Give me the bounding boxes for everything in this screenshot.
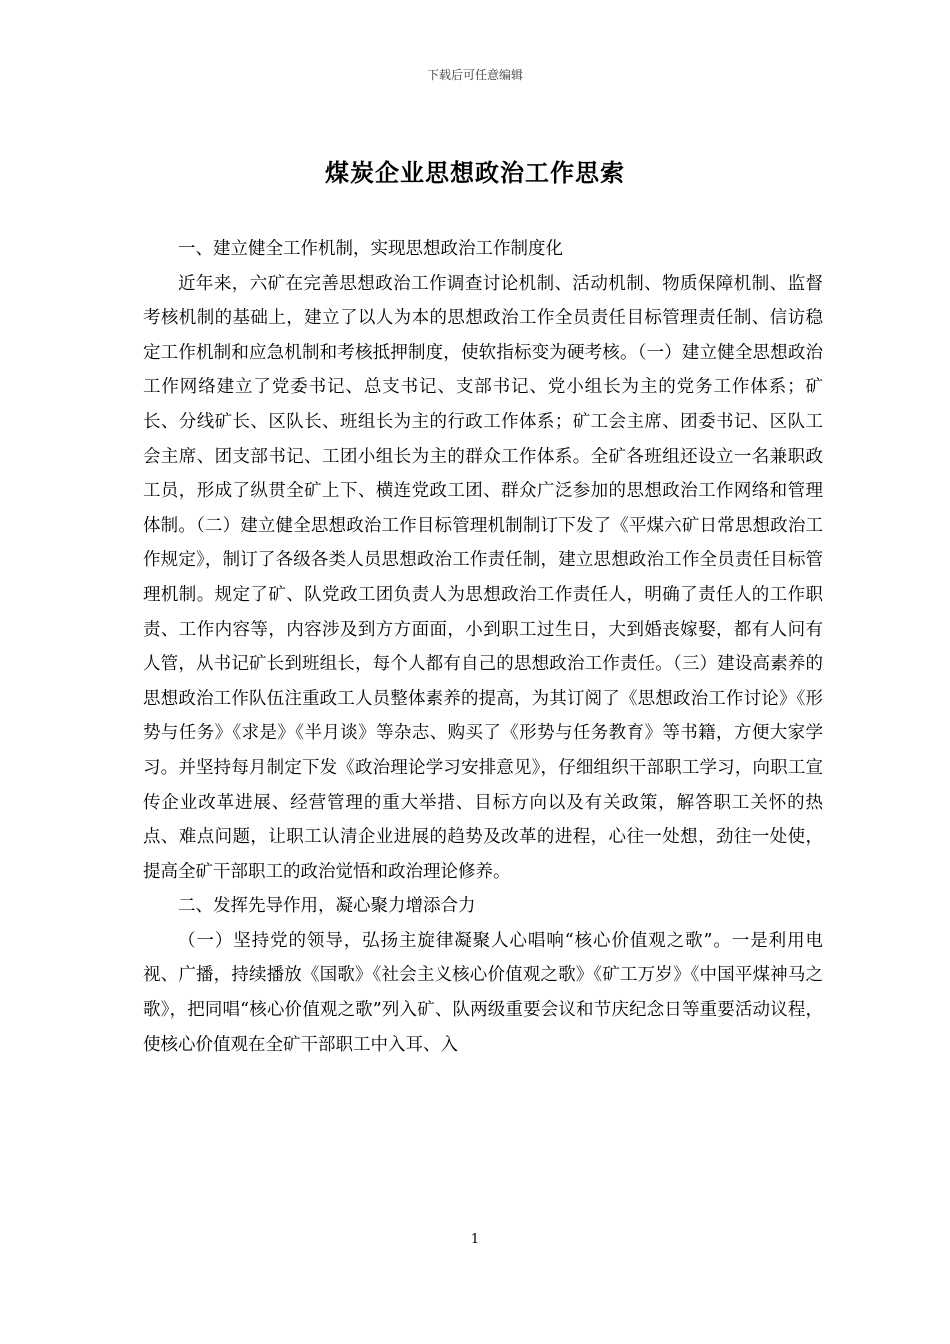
section-heading-2: 二、发挥先导作用，凝心聚力增添合力 xyxy=(178,896,476,917)
document-body xyxy=(143,232,823,1062)
section-heading-1: 一、建立健全工作机制，实现思想政治工作制度化 xyxy=(178,239,563,259)
paragraph: 近年来，六矿在完善思想政治工作调查讨论机制、活动机制、物质保障机制、监督考核机制的基础上，建立了以人为本的思想政治工作全员责任目标管理责任制、信访稳定工作机制和应急机制和考核抵押制度，使软指标变为硬考核。（一）建立健全思想政治工作网络建立了党委书记、总支书记、支部书记、党小组长为主的党务工作体系；矿长、分线矿长、区队长、班组长为主的行政工作体系；矿工会主席、团委书记、区队工会主席、团支部书记、工团小组长为主的群众工作体系。全矿各班组还设立一名兼职政工员，形成了纵贯全矿上下、横连党政工团、群众广泛参加的思想政治工作网络和管理体制。（二）建立健全思想政治工作目标管理机制制订下发了《平煤六矿日常思想政治工作规定》，制订了各级各类人员思想政治工作责任制，建立思想政治工作全员责任目标管理机制。规定了矿、队党政工团负责人为思想政治工作责任人，明确了责任人的工作职责、工作内容等，内容涉及到方方面面，小到职工过生日，大到婚丧嫁娶，都有人问有人管，从书记矿长到班组长，每个人都有自己的思想政治工作责任。（三）建设高素养的思想政治工作队伍注重政工人员整体素养的提高，为其订阅了《思想政治工作讨论》《形势与任务》《求是》《半月谈》等杂志、购买了《形势与任务教育》等书籍，方便大家学习。并坚持每月制定下发《政治理论学习安排意见》，仔细组织干部职工学习，向职工宣传企业改革进展、经营管理的重大举措、目标方向以及有关政策，解答职工关怀的热点、难点问题，让职工认清企业进展的趋势及改革的进程，心往一处想，劲往一处使，提高全矿干部职工的政治觉悟和政治理论修养。 xyxy=(143,273,823,882)
document-title: 煤炭企业思想政治工作思索 xyxy=(325,158,625,187)
page-number: 1 xyxy=(470,1232,480,1247)
header-note: 下载后可任意编辑 xyxy=(426,68,523,82)
paragraph: （一）坚持党的领导，弘扬主旋律凝聚人心唱响“核心价值观之歌”。一是利用电视、广播，持续播放《国歌》《社会主义核心价值观之歌》《矿工万岁》《中国平煤神马之歌》，把同唱“核心价值观之歌”列入矿、队两级重要会议和节庆纪念日等重要活动议程，使核心价值观在全矿干部职工中入耳、入 xyxy=(143,930,823,1055)
